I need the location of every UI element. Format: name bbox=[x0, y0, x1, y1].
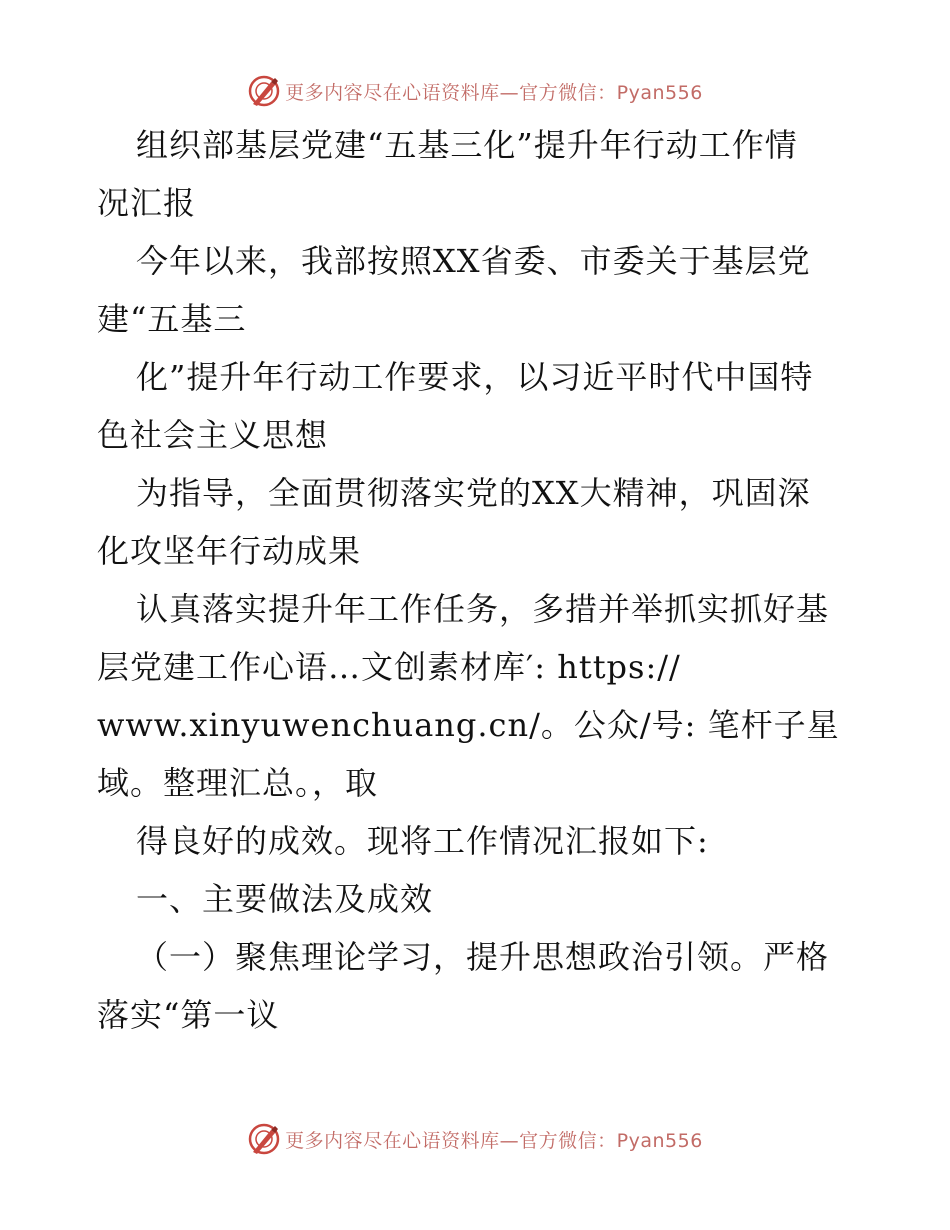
title-line-1: 组织部基层党建“五基三化”提升年行动工作情 bbox=[136, 126, 798, 164]
paragraph-line: 色社会主义思想 bbox=[97, 416, 329, 454]
pen-logo-icon bbox=[247, 1122, 281, 1156]
paragraph-line: 落实“第一议 bbox=[97, 996, 280, 1034]
header-watermark-text: 更多内容尽在心语资料库—官方微信：Pyan556 bbox=[285, 81, 703, 104]
paragraph-line: 化”提升年行动工作要求，以习近平时代中国特 bbox=[136, 358, 814, 396]
paragraph-line: 建“五基三 bbox=[97, 300, 247, 338]
header-watermark bbox=[0, 71, 950, 111]
paragraph-line: 今年以来，我部按照XX省委、市委关于基层党 bbox=[136, 242, 811, 280]
paragraph-line: 得良好的成效。现将工作情况汇报如下: bbox=[136, 822, 709, 860]
paragraph-line: 认真落实提升年工作任务，多措并举抓实抓好基 bbox=[136, 590, 830, 628]
subsection-heading: （一）聚焦理论学习，提升思想政治引领。严格 bbox=[136, 938, 830, 976]
footer-watermark-text: 更多内容尽在心语资料库—官方微信：Pyan556 bbox=[285, 1129, 703, 1152]
paragraph-line: 化攻坚年行动成果 bbox=[97, 532, 362, 570]
paragraph-line: www.xinyuwenchuang.cn/。公众/号: 笔杆子星 bbox=[97, 706, 840, 744]
title-line-2: 况汇报 bbox=[97, 184, 197, 222]
paragraph-line: 为指导，全面贯彻落实党的XX大精神，巩固深 bbox=[136, 474, 811, 512]
footer-watermark bbox=[0, 1119, 950, 1159]
section-heading: 一、主要做法及成效 bbox=[136, 880, 434, 918]
paragraph-line: 层党建工作心语…文创素材库′: https:// bbox=[97, 648, 681, 686]
pen-logo-icon bbox=[247, 74, 281, 108]
paragraph-line: 域。整理汇总。，取 bbox=[97, 764, 379, 802]
document-body bbox=[97, 116, 867, 1044]
